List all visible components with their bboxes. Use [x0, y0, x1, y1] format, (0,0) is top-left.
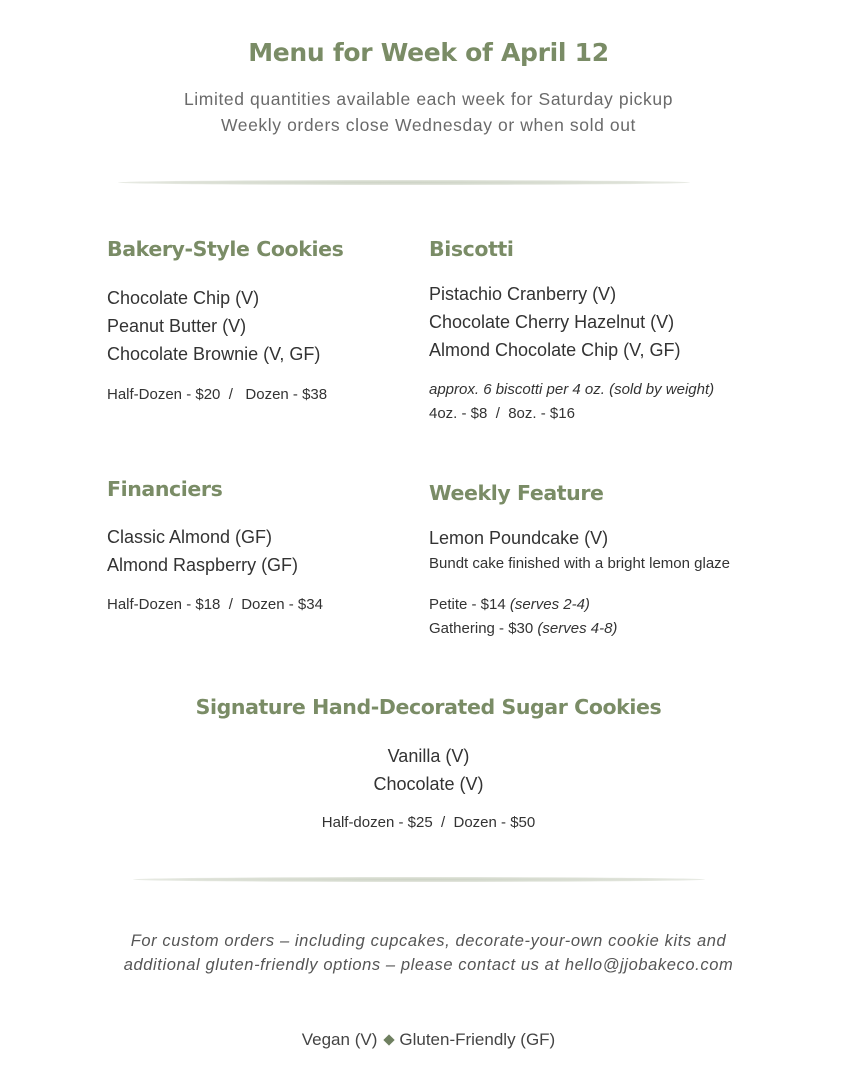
- top-divider: [118, 180, 690, 185]
- feature-gathering-price: [429, 620, 617, 637]
- feature-description: Bundt cake finished with a bright lemon glaze: [429, 555, 731, 572]
- list-item: Almond Chocolate Chip (V, GF): [429, 340, 681, 360]
- bottom-divider: [133, 877, 705, 882]
- petite-serves: (serves 2-4): [509, 596, 590, 613]
- biscotti-note: approx. 6 biscotti per 4 oz. (sold by weight): [429, 381, 715, 398]
- feature-petite-price: [429, 596, 590, 613]
- signature-price: Half-dozen - $25 / Dozen - $50: [321, 814, 536, 831]
- signature-heading: Signature Hand-Decorated Sugar Cookies: [195, 695, 662, 719]
- cookies-heading: Bakery-Style Cookies: [107, 237, 344, 261]
- subtitle-deadline: Weekly orders close Wednesday or when sold out: [220, 115, 637, 135]
- cookies-list: [107, 284, 320, 368]
- list-item: Peanut Butter (V): [107, 316, 247, 336]
- list-item: Almond Raspberry (GF): [107, 555, 299, 575]
- biscotti-price: 4oz. - $8 / 8oz. - $16: [429, 405, 575, 422]
- custom-orders-line1: For custom orders – including cupcakes, decorate-your-own cookie kits and: [130, 932, 727, 950]
- list-item: Classic Almond (GF): [107, 527, 273, 547]
- feature-heading: Weekly Feature: [429, 481, 604, 505]
- legend-gluten-friendly: Gluten-Friendly (GF): [399, 1030, 556, 1049]
- custom-orders-line2: additional gluten-friendly options – please contact us at hello@jjobakeco.com: [123, 956, 734, 974]
- petite-price: Petite - $14: [429, 596, 506, 613]
- legend-vegan: Vegan (V): [301, 1030, 378, 1049]
- list-item: Chocolate (V): [373, 774, 484, 794]
- custom-orders-note: [0, 929, 857, 977]
- financiers-price: Half-Dozen - $18 / Dozen - $34: [107, 596, 323, 613]
- financiers-heading: Financiers: [107, 477, 223, 501]
- diamond-icon: [384, 1034, 395, 1045]
- list-item: Chocolate Chip (V): [107, 288, 260, 308]
- gathering-price: Gathering - $30: [429, 620, 534, 637]
- subtitle-pickup: Limited quantities available each week for Saturday pickup: [183, 89, 674, 109]
- cookies-price: Half-Dozen - $20 / Dozen - $38: [107, 386, 328, 403]
- dietary-legend: [0, 1030, 857, 1050]
- list-item: Pistachio Cranberry (V): [429, 284, 617, 304]
- financiers-list: [107, 523, 298, 579]
- biscotti-heading: Biscotti: [429, 237, 514, 261]
- gathering-serves: (serves 4-8): [537, 620, 618, 637]
- list-item: Chocolate Cherry Hazelnut (V): [429, 312, 675, 332]
- signature-list: [0, 742, 857, 798]
- page-title: Menu for Week of April 12: [248, 38, 609, 67]
- biscotti-list: [429, 280, 680, 364]
- list-item: Vanilla (V): [387, 746, 470, 766]
- list-item: Chocolate Brownie (V, GF): [107, 344, 321, 364]
- feature-item: Lemon Poundcake (V): [429, 528, 609, 548]
